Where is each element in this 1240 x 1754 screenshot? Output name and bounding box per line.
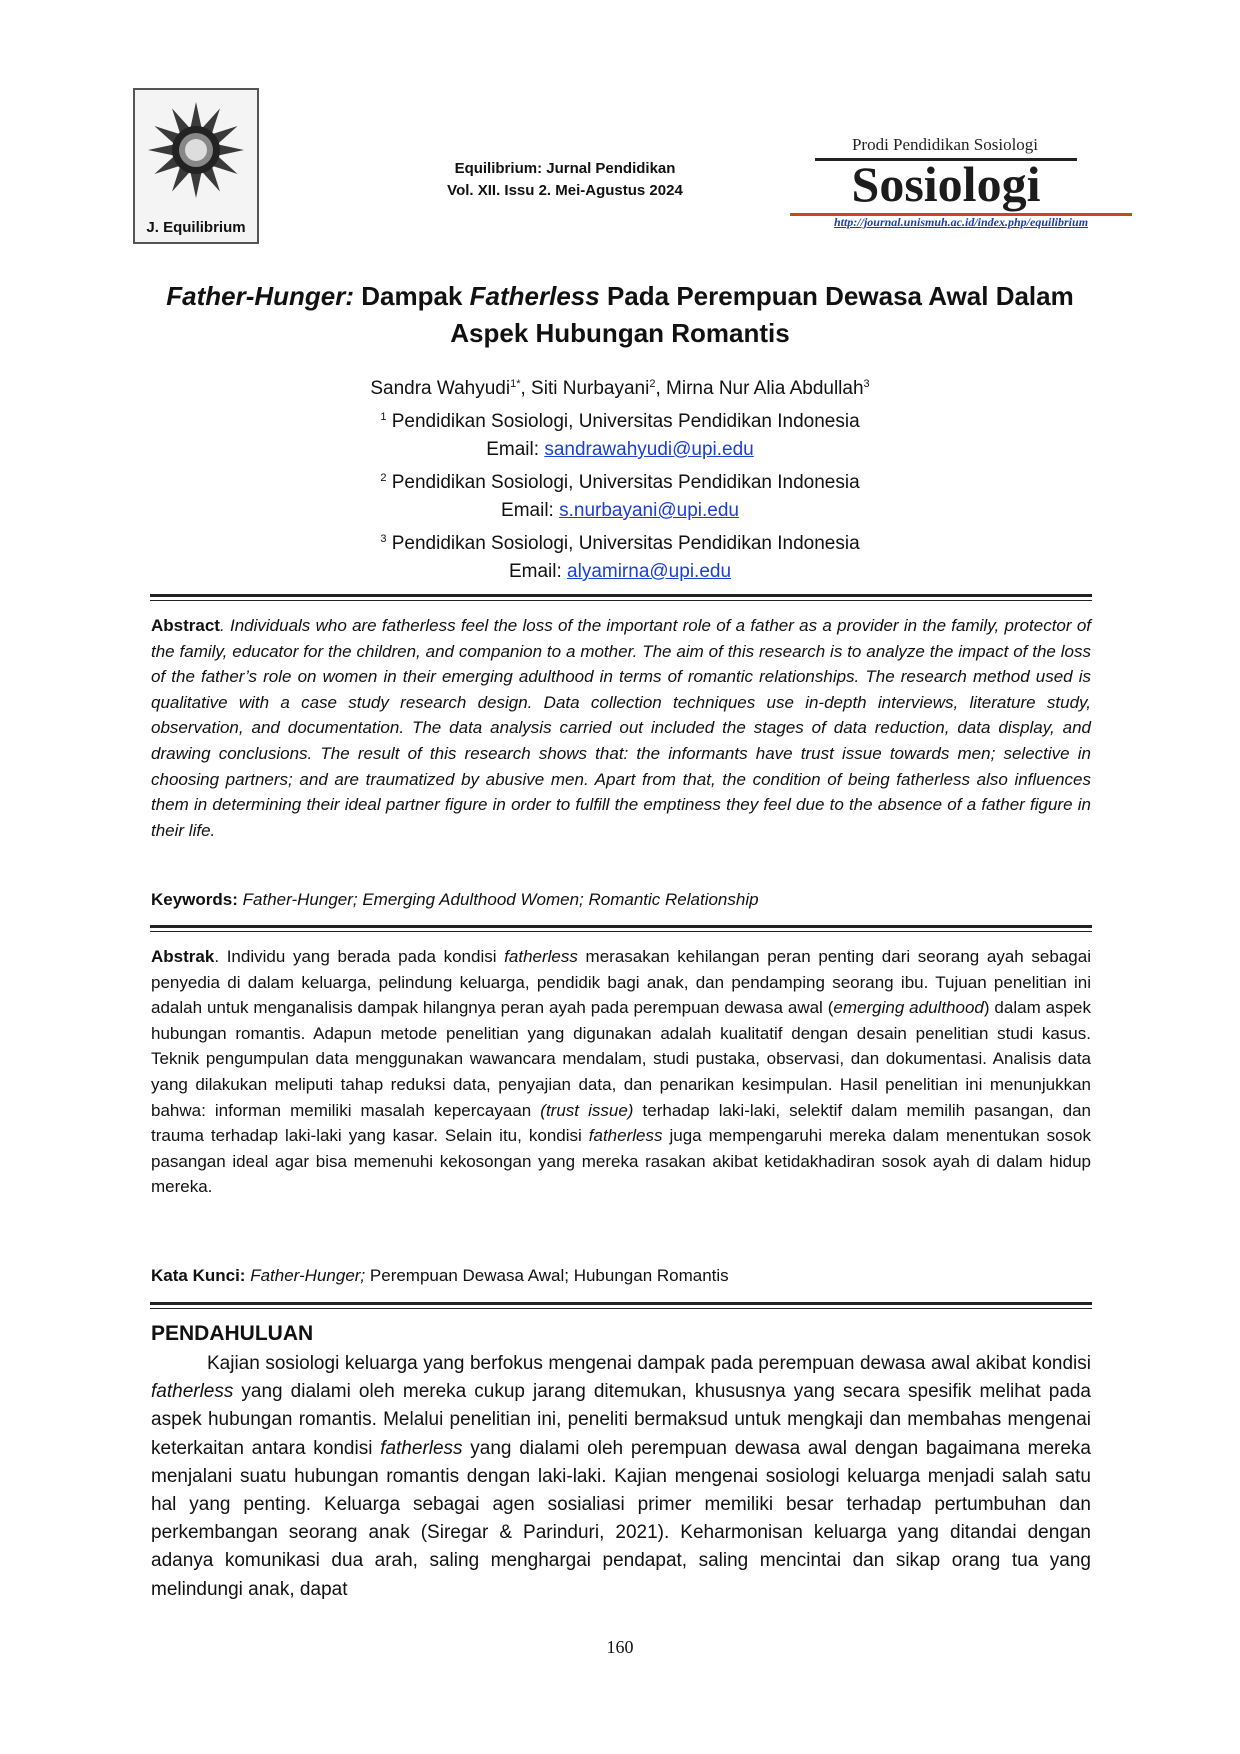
author-block	[140, 370, 1100, 586]
kata-kunci-label: Kata Kunci:	[151, 1266, 246, 1285]
affiliation-1	[140, 403, 1100, 436]
abstrak-italic-4: fatherless	[588, 1126, 663, 1146]
keywords-text: Father-Hunger; Emerging Adulthood Women; Romantic Relationship	[237, 890, 759, 909]
email-3-label: Email:	[508, 561, 568, 582]
author-2-sup: 2	[649, 378, 656, 390]
affiliation-3-text: Pendidikan Sosiologi, Universitas Pendidikan Indonesia	[386, 533, 860, 554]
email-1-link[interactable]: sandrawahyudi@upi.edu	[544, 439, 754, 460]
email-2-line	[140, 497, 1100, 525]
keywords-english	[151, 888, 1091, 912]
affiliation-1-num: 1	[380, 411, 387, 423]
divider-3b	[150, 1308, 1092, 1309]
journal-url-link[interactable]: http://journal.unismuh.ac.id/index.php/equilibrium	[833, 215, 1089, 229]
kata-kunci-italic: Father-Hunger;	[245, 1266, 366, 1285]
intro-italic-1: fatherless	[151, 1381, 234, 1403]
divider-1	[150, 594, 1092, 597]
section-heading: PENDAHULUAN	[151, 1322, 314, 1345]
prodi-label: Prodi Pendidikan Sosiologi	[851, 135, 1039, 154]
email-1-line	[140, 436, 1100, 464]
author-3: , Mirna Nur Alia Abdullah	[655, 378, 864, 399]
abstract-indonesian	[151, 944, 1091, 1200]
abstrak-text-5: juga mempengaruhi mereka dalam menentukan sosok pasangan ideal agar bisa memenuhi kekosongan yang mereka rasakan akibat ketidakhadiran sosok ayah di dalam hidup mereka.	[151, 1126, 1091, 1197]
title-italic-2: Fatherless	[469, 281, 600, 311]
page-number: 160	[606, 1637, 634, 1657]
abstrak-text-3: ) dalam aspek hubungan romantis. Adapun metode penelitian yang digunakan adalah kualitatif dengan desain penelitian studi kasus. Teknik pengumpulan data menggunakan wawancara mendalam, studi pustaka, observasi, dan dokumentasi. Analisis data yang dilakukan meliputi tahap reduksi data, penyajian data, dan penarikan kesimpulan. Hasil penelitian ini menunjukkan bahwa: informan memiliki masalah kepercayaan	[151, 998, 1092, 1120]
abstrak-italic-3: (trust issue)	[540, 1100, 634, 1120]
muhammadiyah-emblem-icon	[135, 94, 257, 214]
intro-text-3: yang dialami oleh perempuan dewasa awal dengan bagaimana mereka menjalani suatu hubungan romantis dengan laki-laki. Kajian mengenai sosiologi keluarga menjadi salah satu hal yang penting. Keluarga sebagai agen sosialiasi primer memiliki besar terhadap pertumbuhan dan perkembangan seorang anak (Siregar & Parinduri, 2021). Keharmonisan keluarga yang ditandai dengan adanya komunikasi dua arah, saling menghargai pendapat, saling mencintai dan sikap orang tua yang melindungi anak, dapat	[151, 1437, 1091, 1600]
affiliation-3	[140, 525, 1100, 558]
author-3-sup: 3	[863, 378, 870, 390]
kata-kunci-text: Perempuan Dewasa Awal; Hubungan Romantis	[365, 1266, 729, 1285]
affiliation-2	[140, 464, 1100, 497]
abstract-english	[151, 613, 1091, 843]
affiliation-2-num: 2	[380, 472, 387, 484]
title-part-4: Pada Perempuan Dewasa Awal Dalam Aspek Hubungan Romantis	[450, 281, 1074, 348]
divider-1b	[150, 600, 1092, 601]
abstract-label: Abstract	[151, 616, 220, 635]
abstrak-text-4: terhadap laki-laki, selektif dalam memilih pasangan, dan trauma terhadap laki-laki yang kasar. Selain itu, kondisi	[151, 1100, 1092, 1146]
title-italic-1: Father-Hunger:	[166, 281, 355, 311]
author-1: Sandra Wahyudi	[370, 378, 511, 399]
author-2: , Siti Nurbayani	[520, 378, 650, 399]
divider-2b	[150, 931, 1092, 932]
abstrak-label: Abstrak	[151, 947, 215, 966]
intro-italic-2: fatherless	[380, 1437, 463, 1459]
intro-text-1: Kajian sosiologi keluarga yang berfokus mengenai dampak pada perempuan dewasa awal akibat kondisi	[207, 1353, 1091, 1374]
intro-paragraph	[151, 1350, 1091, 1604]
intro-text-2: yang dialami oleh mereka cukup jarang ditemukan, khususnya yang secara spesifik melihat pada aspek hubungan romantis. Melalui penelitian ini, peneliti bermaksud untuk mengkaji dan membahas mengenai keterkaitan antara kondisi	[151, 1381, 1091, 1459]
divider-2	[150, 925, 1092, 928]
keywords-label: Keywords:	[151, 890, 238, 909]
brand-title: Sosiologi	[851, 156, 1041, 212]
abstract-text: . Individuals who are fatherless feel the loss of the important role of a father as a provider in the family, protector of the family, educator for the children, and companion to a mother. The aim of this research is to analyze the impact of the loss of the father’s role on women in their emerging adulthood in terms of romantic relationships. The research method used is qualitative with a case study research design. Data collection techniques use in-depth interviews, literature study, observation, and documentation. The data analysis carried out included the stages of data reduction, data display, and drawing conclusions. The result of this research shows that: the informants have trust issue towards men; selective in choosing partners; and are traumatized by abusive men. Apart from that, the condition of being fatherless also influences them in determining their ideal partner figure in order to fulfill the emptiness they feel due to the absence of a father figure in their life.	[151, 616, 1091, 840]
journal-name: Equilibrium: Jurnal Pendidikan	[454, 160, 676, 177]
email-3-link[interactable]: alyamirna@upi.edu	[567, 561, 732, 582]
journal-info	[400, 158, 730, 202]
affiliation-3-num: 3	[380, 533, 387, 545]
abstrak-text-2: merasakan kehilangan peran penting dari seorang ayah sebagai penyedia di dalam keluarga, pelindung keluarga, pendidik bagi anak, dan pendamping seorang ibu. Tujuan penelitian ini adalah untuk menganalisis dampak hilangnya peran ayah pada perempuan dewasa awal (	[151, 947, 1091, 1018]
paper-title	[140, 278, 1100, 352]
abstrak-text-1: . Individu yang berada pada kondisi	[214, 947, 505, 966]
email-1-label: Email:	[486, 439, 545, 460]
journal-volume: Vol. XII. Issu 2. Mei-Agustus 2024	[447, 182, 683, 199]
divider-3	[150, 1302, 1092, 1305]
logo-text: J. Equilibrium	[146, 219, 246, 236]
abstrak-italic-2: emerging adulthood	[833, 998, 984, 1018]
email-3-line	[140, 558, 1100, 586]
abstrak-italic-1: fatherless	[504, 947, 578, 966]
email-2-label: Email:	[501, 500, 560, 521]
affiliation-2-text: Pendidikan Sosiologi, Universitas Pendidikan Indonesia	[386, 472, 860, 493]
author-1-sup: 1*	[510, 378, 521, 390]
email-2-link[interactable]: s.nurbayani@upi.edu	[559, 500, 739, 521]
author-names	[140, 370, 1100, 403]
keywords-indonesian	[151, 1264, 1091, 1288]
affiliation-1-text: Pendidikan Sosiologi, Universitas Pendidikan Indonesia	[386, 411, 860, 432]
title-part-2: Dampak	[354, 281, 470, 311]
journal-logo	[133, 88, 259, 244]
